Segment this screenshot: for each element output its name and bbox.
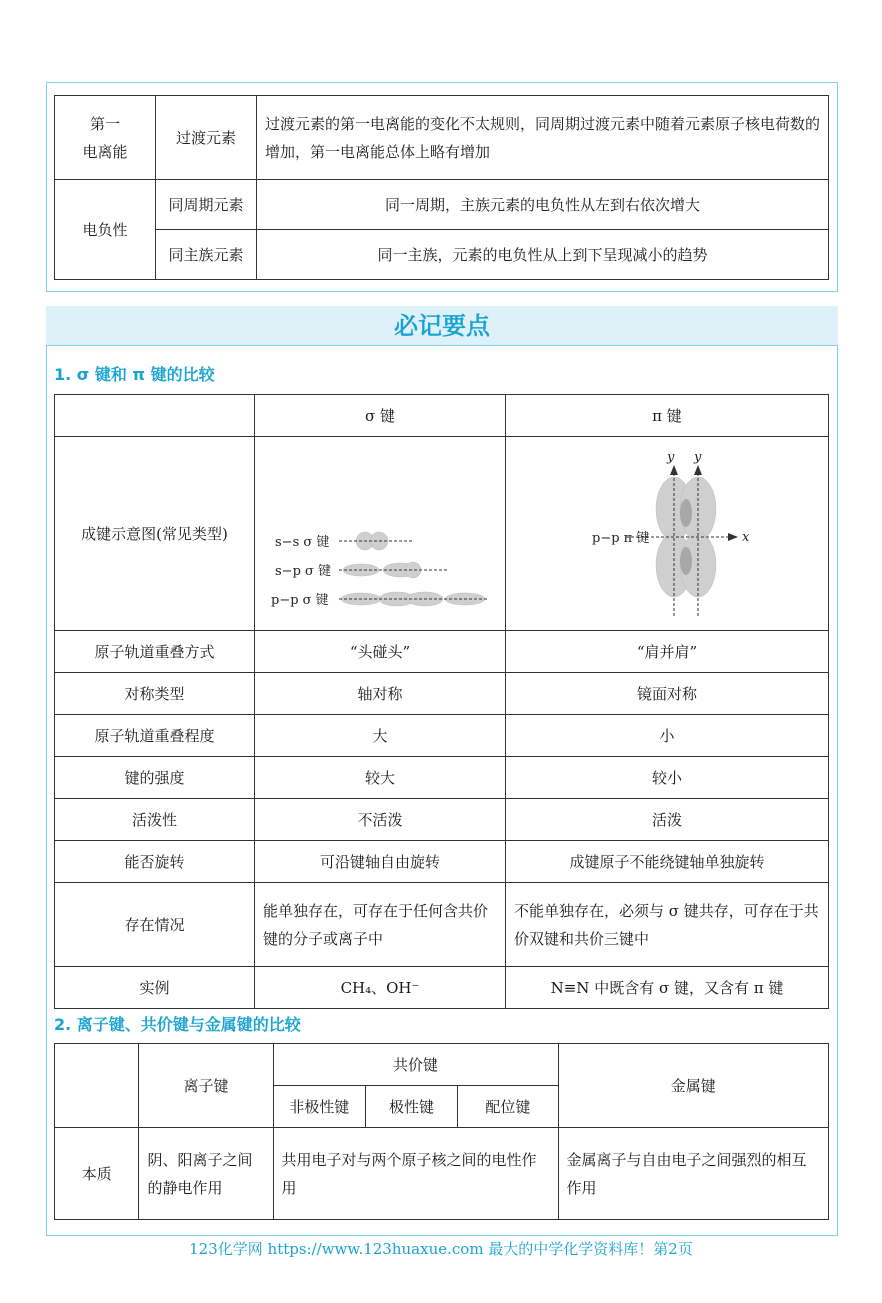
cell-transition: 过渡元素 [156,96,257,180]
diagram-label-sp: s−p σ 键 [275,564,332,579]
t2-col-metal: 金属键 [558,1044,829,1128]
t1-col-pi: π 键 [506,395,829,437]
t1-row-label: 成键示意图(常见类型) [55,437,255,631]
t2-covalent-cell: 共用电子对与两个原子核之间的电性作用 [273,1128,558,1220]
cell-same-period-desc: 同一周期，主族元素的电负性从左到右依次增大 [257,180,829,230]
t1-row-label: 实例 [55,967,255,1009]
cell-transition-desc: 过渡元素的第一电离能的变化不太规则，同周期过渡元素中随着元素原子核电荷数的增加，第一电离能总体上略有增加 [257,96,829,180]
t2-col-ionic: 离子键 [139,1044,273,1128]
t1-row-label: 对称类型 [55,673,255,715]
diagram-label-pp: p−p σ 键 [271,593,329,608]
t1-corner [55,395,255,437]
t1-row-label: 活泼性 [55,799,255,841]
t1-pi-cell: 成键原子不能绕键轴单独旋转 [506,841,829,883]
section1-title: 1. σ 键和 π 键的比较 [54,365,215,384]
cell-electronegativity: 电负性 [55,180,156,280]
t1-sigma-cell: 可沿键轴自由旋转 [255,841,506,883]
t1-sigma-cell: “头碰头” [255,631,506,673]
pi-axis-y-left: y [667,450,675,465]
t2-sub-polar: 极性键 [365,1086,457,1128]
t1-pi-cell: N≡N 中既含有 σ 键，又含有 π 键 [506,967,829,1009]
t1-row-label: 键的强度 [55,757,255,799]
cell-same-period: 同周期元素 [156,180,257,230]
t1-pi-cell: 镜面对称 [506,673,829,715]
diagram-label-pp-pi: p−p π 键 [592,531,650,546]
t1-sigma-cell: 较大 [255,757,506,799]
pi-axis-x: x [742,530,750,545]
t1-pi-cell: 不能单独存在，必须与 σ 键共存，可存在于共价双键和共价三键中 [506,883,829,967]
bond-types-table [54,1043,829,1220]
t2-ionic-cell: 阴、阳离子之间的静电作用 [139,1128,273,1220]
t1-sigma-cell: 能单独存在，可存在于任何含共价键的分子或离子中 [255,883,506,967]
sigma-diagram-cell [255,437,506,631]
t2-sub-nonpolar: 非极性键 [273,1086,365,1128]
t1-pi-cell: 活泼 [506,799,829,841]
t1-pi-cell: 小 [506,715,829,757]
sigma-bond-diagram [255,437,505,621]
t1-row-label: 原子轨道重叠程度 [55,715,255,757]
t1-sigma-cell: 轴对称 [255,673,506,715]
t1-pi-cell: “肩并肩” [506,631,829,673]
t2-sub-coord: 配位键 [458,1086,558,1128]
cell-same-group: 同主族元素 [156,230,257,280]
pi-axis-y-right: y [694,450,702,465]
t1-sigma-cell: CH₄、OH⁻ [255,967,506,1009]
pi-overlap-top [680,499,692,527]
section-heading: 必记要点 [46,306,838,346]
pi-bond-diagram [506,437,828,621]
t1-row-label: 原子轨道重叠方式 [55,631,255,673]
electronegativity-table [54,95,829,280]
section2-title: 2. 离子键、共价键与金属键的比较 [54,1015,301,1034]
t2-corner [55,1044,139,1128]
t2-col-covalent: 共价键 [273,1044,558,1086]
t1-sigma-cell: 不活泼 [255,799,506,841]
t2-row-label: 本质 [55,1128,139,1220]
t1-sigma-cell: 大 [255,715,506,757]
cell-same-group-desc: 同一主族，元素的电负性从上到下呈现减小的趋势 [257,230,829,280]
pi-diagram-cell [506,437,829,631]
t1-pi-cell: 较小 [506,757,829,799]
t2-metal-cell: 金属离子与自由电子之间强烈的相互作用 [558,1128,829,1220]
pi-y-arrow-left [670,465,678,475]
pi-y-arrow-right [694,465,702,475]
pi-overlap-bottom [680,547,692,575]
sigma-pi-table [54,394,829,1009]
page-footer: 123化学网 https://www.123huaxue.com 最大的中学化学资料库！第2页 [189,1240,693,1258]
sp-orbital-ball [405,562,421,578]
t1-row-label: 存在情况 [55,883,255,967]
diagram-label-ss: s−s σ 键 [275,535,330,550]
t1-col-sigma: σ 键 [255,395,506,437]
pi-x-arrow [728,533,738,541]
cell-first-ionization: 第一 电离能 [55,96,156,180]
t1-row-label: 能否旋转 [55,841,255,883]
